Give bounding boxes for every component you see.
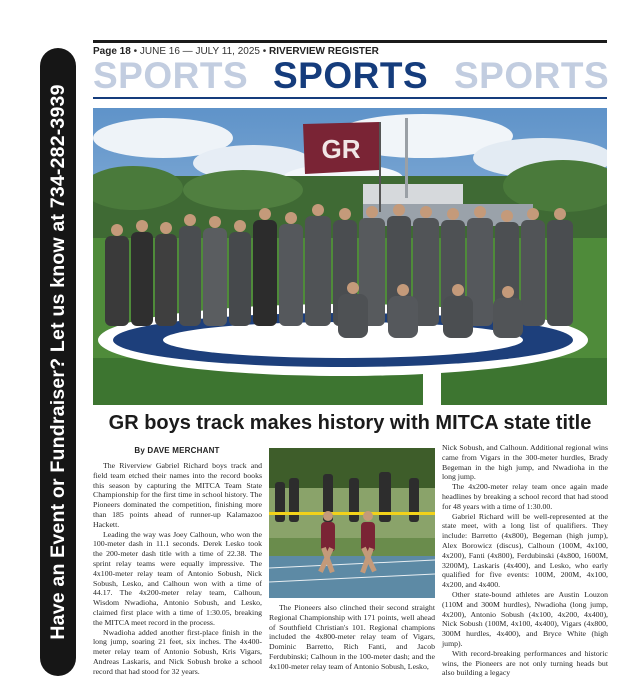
race-photo [269,448,435,598]
article-column-2 [269,603,435,672]
issue-sep-2: • [262,46,267,57]
issue-dates: JUNE 16 — JULY 11, 2025 [139,46,260,57]
paragraph: Gabriel Richard will be well-represented at the state meet, with a long list of qualifiers. They include: Barretto (4x800), Begeman (high jump), Alex Borowicz (discus), Calhoun (100M, 4x100, 4x200), Fanti (4x800), Ferdubinski (4x800, 1600M, 3200M), Laskaris (4x400), and Lesko, who early qualified for five events: 100M, 200M, 4x100, 4x200, and 4x400. [442,511,608,590]
paragraph: The Pioneers also clinched their second straight Regional Championship with 171 points, well ahead of Southfield Christian's 101. Regional champions included the 4x800-meter relay team of Vigars, Dominic Barretto, Rich Fanti, and Jacob Ferdubinski; Calhoun in the 100-meter dash; and the 4x100-meter relay team of Antonio Sobush, Lesko, [269,603,435,671]
article-headline: GR boys track makes history with MITCA state title [108,412,592,434]
paragraph: The Riverview Gabriel Richard boys track and field team etched their names into the record books this season by capturing the MITCA Team State Championship for the first time in school history. The Pioneers dominated the competition, finishing more than 185 points ahead of runner-up Kalamazoo Hackett. [93,461,262,529]
paragraph: With record-breaking performances and historic wins, the Pioneers are not only turning heads but also building a legacy [442,648,608,678]
paragraph: Other state-bound athletes are Austin Louzon (110M and 300M hurdles), Nwadioha (long jump, 4x200), Antonio Sobush (4x100, 4x200, 4x400), Nick Sobush (100M, 4x100, 4x400), Vigars (4x800, 300M hurdles, 4x400), and Bryce White (high jump). [442,589,608,648]
team-photo [93,108,607,405]
article-byline: By DAVE MERCHANT [134,446,220,455]
side-banner-text: Have an Event or Fundraiser? Let us know at 734-282-3939 [47,84,69,640]
issue-sep: • [133,46,138,57]
paragraph: The 4x200-meter relay team once again made headlines by breaking a school record that had stood for 48 years with a time of 1:30.00. [442,482,608,511]
section-faded-right: SPORTS [454,55,610,96]
article-column-1 [93,461,262,677]
top-rule [93,40,607,43]
section-faded-left: SPORTS [93,55,249,96]
article-column-3 [442,443,608,678]
section-title: SPORTS [273,55,429,96]
paragraph: Nwadioha added another first-place finish in the long jump, soaring 21 feet, six inches. The 4x400-meter relay team of Antonio Sobush, Kris Vigars, Andreas Laskaris, and Nick Sobush broke a school record that had stood for 32 years. [93,627,262,676]
paragraph: Nick Sobush, and Calhoun. Additional regional wins came from Vigars in the 300-meter hurdles, Brady Begeman in the high jump, and Nwadioha in the long jump. [442,443,608,482]
page-number: Page 18 [93,46,131,57]
section-rule [93,97,607,99]
flag-text: GR [321,134,361,164]
publication-name: RIVERVIEW REGISTER [269,46,379,57]
paragraph: Leading the way was Joey Calhoun, who won the 100-meter dash in 11.1 seconds. Derek Lesko took the 200-meter dash title with a time of 22.38. The sprint relay teams were equally impressive. The 4x100-meter relay team of Antonio Sobush, Nick Sobush, Lesko, and Calhoun won with a time of 44.17. The 4x200-meter relay team, Calhoun, Wisdom Nwadioha, Antonio Sobush, and Lesko, claimed first place with a time of 1:30.05, breaking the MITCA meet record in the process. [93,529,262,627]
section-banner [93,55,610,96]
